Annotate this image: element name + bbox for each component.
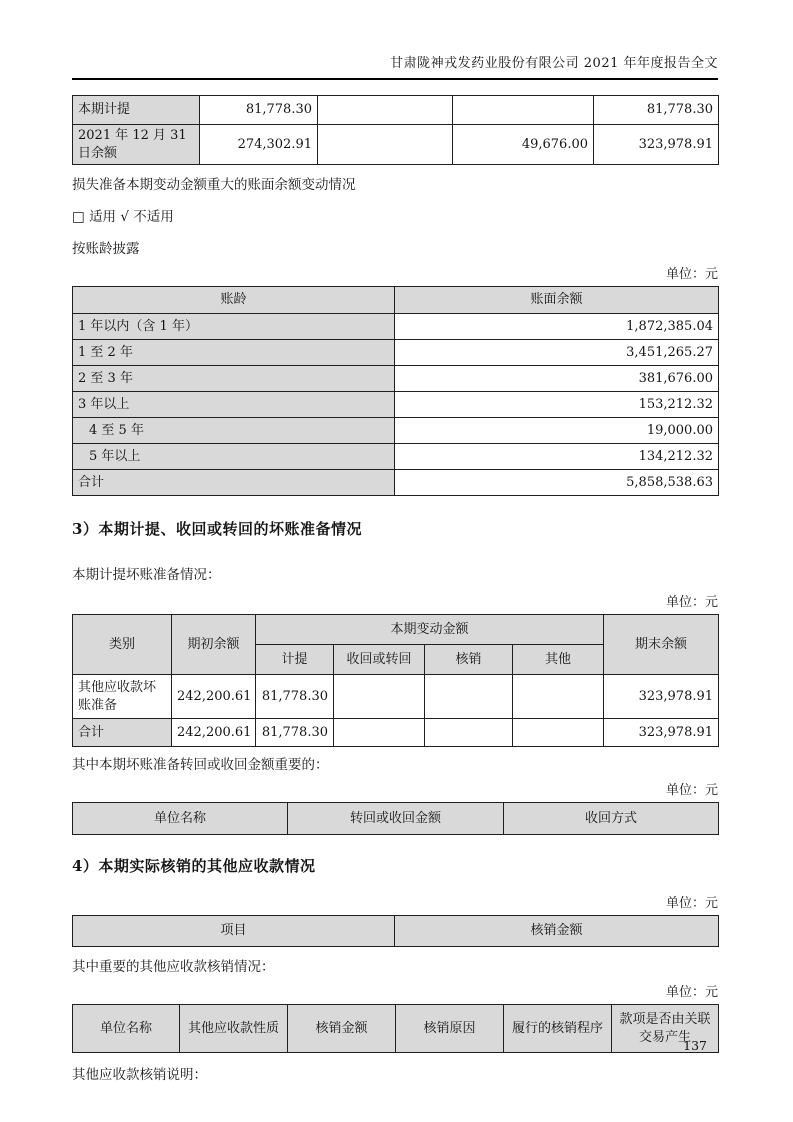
table-row: [73, 366, 719, 392]
column-header: 其他: [513, 645, 604, 675]
column-header: 项目: [73, 916, 395, 947]
column-header: 单位名称: [73, 803, 288, 835]
column-header: 类别: [73, 615, 172, 675]
value-cell: 5,858,538.63: [395, 470, 719, 496]
row-label: 2 至 3 年: [73, 366, 395, 392]
column-header: 期末余额: [604, 615, 719, 675]
section3-heading: 3）本期计提、收回或转回的坏账准备情况: [72, 520, 362, 539]
applicable-label: 适用: [89, 209, 117, 226]
unit-label: 单位：元: [665, 783, 718, 799]
column-header: 履行的核销程序: [504, 1005, 612, 1053]
loss-change-intro: 损失准备本期变动金额重大的账面余额变动情况: [72, 177, 356, 194]
column-header: 期初余额: [172, 615, 256, 675]
unit-label: 单位：元: [665, 267, 718, 283]
value-cell: 134,212.32: [395, 444, 719, 470]
value-cell: 323,978.91: [604, 719, 719, 747]
value-cell: 323,978.91: [604, 675, 719, 719]
table-header-row: [73, 1005, 719, 1053]
value-cell: 1,872,385.04: [395, 314, 719, 340]
value-cell: 381,676.00: [395, 366, 719, 392]
unit-label: 单位：元: [665, 896, 718, 912]
table-row: [73, 418, 719, 444]
value-cell: 3,451,265.27: [395, 340, 719, 366]
row-label: 合计: [73, 470, 395, 496]
value-cell: 274,302.91: [200, 125, 318, 165]
column-header: 核销金额: [395, 916, 719, 947]
column-header: 账面余额: [395, 287, 719, 314]
not-applicable-label: 不适用: [133, 209, 174, 226]
value-cell: [513, 719, 604, 747]
report-header-title: 甘肃陇神戎发药业股份有限公司 2021 年年度报告全文: [72, 52, 718, 80]
column-header: 单位名称: [73, 1005, 180, 1053]
column-header: 收回或转回: [334, 645, 425, 675]
table-row: [73, 96, 719, 125]
writeoff-table: [72, 915, 719, 947]
value-cell: 242,200.61: [172, 675, 256, 719]
value-cell: [425, 719, 513, 747]
table-row: [73, 125, 719, 165]
table-row: [73, 392, 719, 418]
row-label: 本期计提: [73, 96, 200, 125]
table-row: [73, 444, 719, 470]
table-row: [73, 340, 719, 366]
recovery-table: [72, 802, 719, 835]
row-label: 3 年以上: [73, 392, 395, 418]
value-cell: 49,676.00: [453, 125, 594, 165]
value-cell: [453, 96, 594, 125]
value-cell: [425, 675, 513, 719]
row-label: 1 年以内（含 1 年）: [73, 314, 395, 340]
value-cell: 81,778.30: [200, 96, 318, 125]
checkbox-unchecked-icon: □: [72, 209, 85, 226]
row-label: 1 至 2 年: [73, 340, 395, 366]
value-cell: [334, 719, 425, 747]
value-cell: [334, 675, 425, 719]
bad-debt-provision-table: [72, 614, 719, 747]
table-header-row: [73, 803, 719, 835]
column-header: 转回或收回金额: [288, 803, 504, 835]
aging-disclosure-label: 按账龄披露: [72, 241, 140, 258]
value-cell: [318, 125, 453, 165]
table-header-row: [73, 287, 719, 314]
value-cell: 81,778.30: [256, 719, 334, 747]
value-cell: [318, 96, 453, 125]
recovery-intro: 其中本期坏账准备转回或收回金额重要的：: [72, 757, 329, 774]
column-header: 核销原因: [396, 1005, 504, 1053]
row-label: 合计: [73, 719, 172, 747]
value-cell: 81,778.30: [594, 96, 719, 125]
important-writeoff-table: [72, 1004, 719, 1053]
row-label: 2021 年 12 月 31 日余额: [73, 125, 200, 165]
aging-table: [72, 286, 719, 496]
page-number: 137: [683, 1038, 707, 1053]
row-label: 其他应收款坏账准备: [73, 675, 172, 719]
table-header-row: [73, 615, 719, 645]
unit-label: 单位：元: [665, 985, 718, 1001]
section3-intro: 本期计提坏账准备情况：: [72, 567, 221, 584]
table-header-row: [73, 916, 719, 947]
provision-summary-table: [72, 95, 719, 165]
value-cell: 81,778.30: [256, 675, 334, 719]
table-row: [73, 675, 719, 719]
value-cell: 153,212.32: [395, 392, 719, 418]
value-cell: 323,978.91: [594, 125, 719, 165]
column-header: 收回方式: [504, 803, 719, 835]
value-cell: 242,200.61: [172, 719, 256, 747]
column-header: 计提: [256, 645, 334, 675]
value-cell: 19,000.00: [395, 418, 719, 444]
unit-label: 单位：元: [665, 595, 718, 611]
check-mark-icon: √: [120, 209, 129, 226]
column-group-header: 本期变动金额: [256, 615, 604, 645]
table-total-row: [73, 470, 719, 496]
column-header: 其他应收款性质: [180, 1005, 288, 1053]
value-cell: [513, 675, 604, 719]
row-label: 5 年以上: [73, 444, 395, 470]
column-header: 核销: [425, 645, 513, 675]
section4-heading: 4）本期实际核销的其他应收款情况: [72, 857, 316, 876]
column-header: 核销金额: [288, 1005, 396, 1053]
writeoff-note-label: 其他应收款核销说明：: [72, 1067, 207, 1084]
table-row: [73, 314, 719, 340]
table-total-row: [73, 719, 719, 747]
applicability-line: [72, 205, 718, 225]
column-header: 款项是否由关联交易产生: [612, 1005, 719, 1053]
important-writeoff-intro: 其中重要的其他应收款核销情况：: [72, 959, 275, 976]
column-header: 账龄: [73, 287, 395, 314]
row-label: 4 至 5 年: [73, 418, 395, 444]
